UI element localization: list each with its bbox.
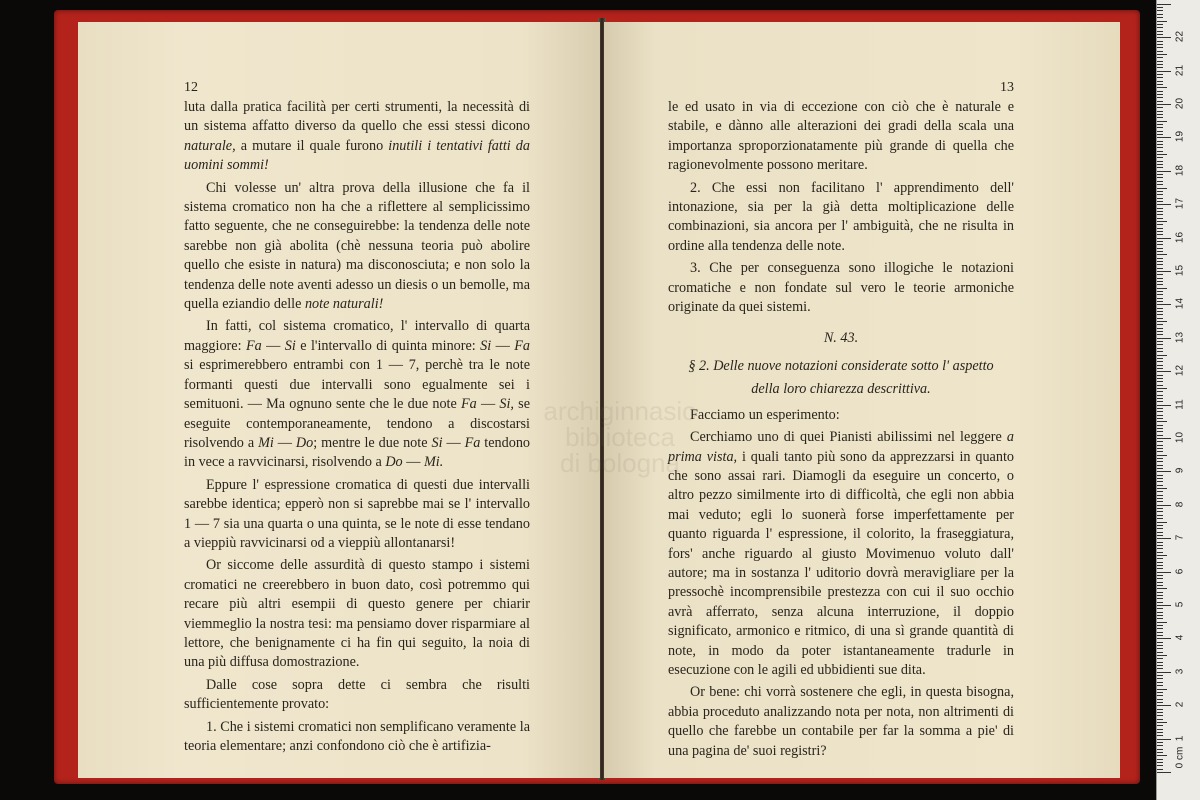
ruler-tick [1157,759,1163,760]
ruler-tick [1157,378,1163,379]
ruler-tick [1157,154,1167,155]
ruler-tick [1157,628,1163,629]
ruler-tick [1157,288,1167,289]
ruler-tick [1157,107,1163,108]
ruler-tick [1157,324,1163,325]
ruler-tick [1157,642,1163,643]
ruler-tick [1157,194,1163,195]
ruler-unit-label: 0 cm [1174,746,1186,769]
ruler-tick [1157,545,1163,546]
ruler-tick [1157,682,1163,683]
ruler-tick [1157,719,1163,720]
ruler-tick [1157,568,1163,569]
ruler-tick [1157,244,1163,245]
ruler-tick [1157,134,1163,135]
ruler-tick [1157,261,1163,262]
ruler-tick [1157,652,1163,653]
ruler-label: 6 [1174,568,1186,574]
ruler-tick [1157,241,1163,242]
ruler-tick [1157,582,1163,583]
ruler-tick [1157,238,1171,239]
left-paragraph: Chi volesse un' altra prova della illusione che fa il sistema cromatico non ha che a riflettere al semplicissimo fatto seguente, che ne conseguirebbe: la tendenza delle note sarebbe non già abolita (chè nessuna teoria può abolire quello che esiste in natura) ma disconosciuta; e non solo la tendenza delle note aventi adesso un diesis o un bemolle, ma quella eziandio delle note naturali! [184,179,530,313]
ruler-tick [1157,431,1163,432]
ruler-tick [1157,311,1163,312]
ruler-tick [1157,608,1163,609]
ruler-tick [1157,511,1163,512]
ruler-tick [1157,515,1163,516]
right-paragraphs-before [668,98,1014,317]
ruler-tick [1157,141,1163,142]
ruler-tick [1157,742,1163,743]
ruler-tick [1157,411,1163,412]
ruler-tick [1157,538,1171,539]
ruler-tick [1157,331,1163,332]
ruler-tick [1157,475,1163,476]
left-paragraph: In fatti, col sistema cromatico, l' intervallo di quarta maggiore: Fa — Si e l'intervallo di quinta minore: Si — Fa si esprimerebbero entrambi con 1 — 7, perchè tra le note formanti questi due intervalli sono egualmente sei i semituoni. — Ma ognuno sente che le due note Fa — Si, se eseguite contemporaneamente, tendono a discostarsi risolvendo a Mi — Do; mentre le due note Si — Fa tendono in vece a ravvicinarsi, risolvendo a Do — Mi. [184,318,531,471]
ruler-tick [1157,218,1163,219]
ruler-tick [1157,164,1163,165]
ruler-tick [1157,598,1163,599]
ruler-tick [1157,401,1163,402]
ruler-tick [1157,421,1167,422]
ruler-label: 4 [1174,635,1186,641]
ruler-tick [1157,488,1167,489]
ruler-tick [1157,355,1167,356]
ruler-tick [1157,117,1163,118]
ruler-tick [1157,385,1163,386]
ruler-tick [1157,625,1163,626]
ruler-tick [1157,375,1163,376]
ruler-label: 12 [1174,365,1186,377]
ruler-tick [1157,51,1163,52]
ruler-tick [1157,535,1163,536]
ruler-tick [1157,732,1163,733]
right-paragraph: Facciamo un esperimento: [690,406,840,423]
ruler-tick [1157,692,1163,693]
ruler-tick [1157,715,1163,716]
ruler-tick [1157,505,1171,506]
ruler-tick [1157,44,1163,45]
ruler-tick [1157,314,1163,315]
ruler-tick [1157,528,1163,529]
ruler-label: 16 [1174,231,1186,243]
ruler-tick [1157,468,1163,469]
ruler-tick [1157,104,1171,105]
ruler-tick [1157,632,1163,633]
ruler-tick [1157,131,1163,132]
ruler-tick [1157,445,1163,446]
ruler-tick [1157,171,1171,172]
ruler-tick [1157,124,1163,125]
ruler-label: 2 [1174,701,1186,708]
ruler-tick [1157,618,1163,619]
ruler-tick [1157,254,1167,255]
ruler-label: 3 [1174,668,1186,675]
ruler-tick [1157,121,1167,122]
ruler-tick [1157,471,1171,472]
ruler-tick [1157,525,1163,526]
left-paragraph: luta dalla pratica facilità per certi strumenti, la necessità di un sistema affatto diverso da quello che essi stessi dicono naturale, a mutare il quale furono inutili i tentativi fatti da uomini sommi! [184,99,530,174]
ruler-tick [1157,662,1163,663]
ruler-tick [1157,772,1171,773]
ruler-label: 5 [1174,601,1186,608]
ruler-tick [1157,702,1163,703]
ruler-tick [1157,41,1163,42]
ruler-tick [1157,695,1163,696]
ruler-tick [1157,177,1163,178]
ruler-tick [1157,405,1171,406]
ruler-tick [1157,10,1163,11]
ruler-tick [1157,271,1171,272]
ruler-tick [1157,705,1171,706]
ruler-tick [1157,395,1163,396]
ruler-tick [1157,211,1163,212]
ruler-label: 18 [1174,164,1186,176]
ruler-label: 10 [1174,431,1186,444]
right-paragraph: Or bene: chi vorrà sostenere che egli, in questa bisogna, abbia proceduto analizzando nota per nota, non altrimenti di quello che farebbe un contabile per far la somma a pie' di una pagina de' suoi registri? [668,684,1014,759]
right-paragraph: 2. Che essi non facilitano l' apprendimento dell' intonazione, sia per la già detta moltiplicazione delle combinazioni, sia ancora per l' ambiguità, che ne risulta in ordine alla tendenza delle note. [668,179,1014,254]
ruler-tick [1157,712,1163,713]
ruler-tick [1157,304,1171,305]
left-paragraph: Dalle cose sopra dette ci sembra che risulti sufficientemente provato: [184,676,530,713]
ruler-tick [1157,34,1163,35]
ruler-tick [1157,147,1163,148]
ruler-tick [1157,672,1171,673]
ruler-tick [1157,578,1163,579]
ruler-tick [1157,144,1163,145]
ruler-tick [1157,428,1163,429]
ruler-tick [1157,518,1163,519]
ruler-tick [1157,294,1163,295]
ruler-tick [1157,562,1163,563]
ruler-label: 11 [1174,398,1186,410]
ruler-tick [1157,441,1163,442]
ruler-tick [1157,87,1167,88]
ruler-tick [1157,258,1163,259]
ruler-tick [1157,344,1163,345]
ruler-tick [1157,391,1163,392]
ruler-tick [1157,465,1163,466]
left-page [78,22,600,778]
ruler-tick [1157,481,1163,482]
ruler-tick [1157,588,1167,589]
ruler-tick [1157,622,1167,623]
ruler-tick [1157,151,1163,152]
ruler-tick [1157,749,1163,750]
ruler-tick [1157,745,1163,746]
ruler-tick [1157,67,1163,68]
ruler-label: 1 [1174,735,1186,741]
ruler-tick [1157,498,1163,499]
left-page-number: 12 [184,80,198,95]
ruler-tick [1157,57,1163,58]
ruler-tick [1157,491,1163,492]
ruler-tick [1157,4,1171,5]
ruler-tick [1157,575,1163,576]
ruler-tick [1157,658,1163,659]
ruler-tick [1157,231,1163,232]
ruler-tick [1157,291,1163,292]
ruler-label: 9 [1174,468,1186,474]
ruler-tick [1157,7,1163,8]
ruler-tick [1157,722,1167,723]
ruler-tick [1157,328,1163,329]
ruler-tick [1157,198,1163,199]
ruler-tick [1157,301,1163,302]
ruler-tick [1157,234,1163,235]
right-page-number: 13 [1000,80,1014,95]
ruler-tick [1157,174,1163,175]
ruler-tick [1157,157,1163,158]
ruler-label: 15 [1174,264,1186,277]
right-paragraph: 3. Che per conseguenza sono illogiche le notazioni cromatiche e non fondate sul vero le teorie armoniche originate da quei sistemi. [668,260,1014,316]
ruler-tick [1157,769,1163,770]
ruler-tick [1157,368,1163,369]
ruler-tick [1157,739,1171,740]
ruler-tick [1157,435,1163,436]
right-page [604,22,1120,778]
ruler-tick [1157,602,1163,603]
ruler-tick [1157,638,1171,639]
ruler-label: 20 [1174,97,1186,110]
ruler-tick [1157,201,1163,202]
ruler-tick [1157,729,1163,730]
ruler-tick [1157,264,1163,265]
ruler-tick [1157,27,1163,28]
ruler-tick [1157,665,1163,666]
ruler-tick [1157,191,1163,192]
ruler-tick [1157,47,1163,48]
ruler-tick [1157,167,1163,168]
left-paragraph: Or siccome delle assurdità di questo stampo i sistemi cromatici ne creerebbero in buon dato, così potremmo qui recare più altri esempii di questo genere per chiarir viemmeglio la nostra tesi: ma pensiamo dover risparmiare al lettore, che benignamente ci ha fin qui seguito, la noia di una più diffusa domostrazione. [184,557,530,671]
ruler-tick [1157,461,1163,462]
ruler-tick [1157,111,1163,112]
ruler-tick [1157,181,1163,182]
ruler-tick [1157,21,1167,22]
ruler-tick [1157,752,1163,753]
ruler-tick [1157,14,1163,15]
ruler-tick [1157,678,1163,679]
ruler-tick [1157,755,1167,756]
ruler-tick [1157,81,1163,82]
ruler-tick [1157,221,1167,222]
ruler-tick [1157,558,1163,559]
ruler-tick [1157,542,1163,543]
right-page-text [668,98,1014,764]
ruler-tick [1157,24,1163,25]
ruler-tick [1157,548,1163,549]
ruler-tick [1157,388,1167,389]
ruler-tick [1157,415,1163,416]
ruler-label: 19 [1174,131,1186,143]
ruler-tick [1157,478,1163,479]
ruler-tick [1157,552,1163,553]
ruler-tick [1157,37,1171,38]
ruler-tick [1157,17,1163,18]
ruler-tick [1157,214,1163,215]
ruler-tick [1157,31,1163,32]
ruler-tick [1157,565,1163,566]
ruler-tick [1157,338,1171,339]
ruler-tick [1157,358,1163,359]
ruler-tick [1157,77,1163,78]
section-number: N. 43. [823,330,859,347]
ruler-tick [1157,127,1163,128]
measurement-ruler [1156,0,1200,800]
ruler-tick [1157,274,1163,275]
ruler-label: 13 [1174,331,1186,343]
ruler-tick [1157,685,1163,686]
ruler-tick [1157,585,1163,586]
ruler-tick [1157,204,1171,205]
ruler-tick [1157,485,1163,486]
ruler-tick [1157,458,1163,459]
left-page-text [184,98,530,759]
ruler-tick [1157,188,1167,189]
ruler-label: 17 [1174,198,1186,210]
ruler-tick [1157,448,1163,449]
ruler-tick [1157,71,1171,72]
ruler-tick [1157,572,1171,573]
section-title-line2: della loro chiarezza descrittiva. [751,381,931,398]
ruler-tick [1157,334,1163,335]
ruler-tick [1157,284,1163,285]
ruler-tick [1157,208,1163,209]
ruler-tick [1157,318,1163,319]
ruler-tick [1157,645,1163,646]
ruler-tick [1157,248,1163,249]
ruler-tick [1157,762,1163,763]
ruler-tick [1157,605,1171,606]
ruler-tick [1157,725,1163,726]
ruler-tick [1157,668,1163,669]
ruler-tick [1157,455,1167,456]
right-paragraph: Cerchiamo uno di quei Pianisti abilissimi nel leggere a prima vista, i quali tanto più sono da apprezzarsi in quanto che sono assai rari. Diamogli da eseguire un concerto, o altro pezzo similmente irto di difficoltà, che egli non abbia mai veduto; egli lo suonerà forse imperfettamente per quanto riguarda l' espressione, il colorito, la fraseggiatura, fors' anche riguardo al giusto Movimenuo voluto dall' autore; ma in sostanza l' uditorio dovrà meravigliare per la pressochè incomprensibile prestezza con cui il suo occhio avrà afferrato, senza alcuna interruzione, il doppio significato, armonico e ritmico, di una sì grande quantità di note, in modo da poter istantaneamente tradurle in esecuzione con le agili ed ubbidienti sue dita. [668,429,1014,678]
ruler-tick [1157,765,1163,766]
ruler-label: 21 [1174,64,1186,76]
ruler-tick [1157,114,1163,115]
ruler-tick [1157,451,1163,452]
ruler-tick [1157,94,1163,95]
left-paragraph: 1. Che i sistemi cromatici non semplificano veramente la teoria elementare; anzi confondono ciò che è artifizia- [184,718,530,754]
ruler-tick [1157,61,1163,62]
ruler-tick [1157,592,1163,593]
ruler-tick [1157,495,1163,496]
ruler-tick [1157,612,1163,613]
section-title-line1: § 2. Delle nuove notazioni considerate sotto l' aspetto [688,357,994,374]
ruler-tick [1157,635,1163,636]
ruler-tick [1157,184,1163,185]
ruler-tick [1157,522,1167,523]
ruler-tick [1157,398,1163,399]
ruler-tick [1157,532,1163,533]
ruler-tick [1157,228,1163,229]
left-paragraph: Eppure l' espressione cromatica di questi due intervalli sarebbe identica; epperò non si saprebbe mai se l' intervallo 1 — 7 sia una quarta o una quinta, se le note di esse tendano a vieppiù ravvicinarsi od a vieppiù allontanarsi! [184,476,530,551]
ruler-tick [1157,689,1167,690]
ruler-tick [1157,348,1163,349]
right-paragraphs-after [668,406,1014,761]
ruler-tick [1157,308,1163,309]
ruler-tick [1157,341,1163,342]
ruler-tick [1157,97,1163,98]
ruler-tick [1157,555,1167,556]
ruler-tick [1157,278,1163,279]
ruler-tick [1157,351,1163,352]
ruler-tick [1157,438,1171,439]
ruler-tick [1157,425,1163,426]
ruler-label: 7 [1174,534,1186,541]
ruler-label: 8 [1174,501,1186,508]
ruler-tick [1157,501,1163,502]
ruler-tick [1157,655,1167,656]
ruler-tick [1157,508,1163,509]
ruler-tick [1157,251,1163,252]
right-paragraph: le ed usato in via di eccezione con ciò che è naturale e stabile, e dànno alle alterazioni dei gradi della scala una importanza sproporzionatamente più grande di quella che ragionevolmente possono meritare. [668,99,1014,174]
ruler-tick [1157,615,1163,616]
ruler-tick [1157,365,1163,366]
ruler-tick [1157,595,1163,596]
ruler-tick [1157,54,1167,55]
ruler-tick [1157,675,1163,676]
ruler-tick [1157,298,1163,299]
ruler-tick [1157,408,1163,409]
ruler-tick [1157,268,1163,269]
ruler-tick [1157,381,1163,382]
ruler-tick [1157,735,1163,736]
ruler-tick [1157,361,1163,362]
ruler-tick [1157,418,1163,419]
ruler-tick [1157,224,1163,225]
ruler-tick [1157,709,1163,710]
ruler-tick [1157,74,1163,75]
ruler-tick [1157,161,1163,162]
ruler-tick [1157,648,1163,649]
ruler-tick [1157,84,1163,85]
ruler-tick [1157,64,1163,65]
ruler-tick [1157,321,1167,322]
ruler-label: 22 [1174,31,1186,43]
ruler-tick [1157,91,1163,92]
ruler-tick [1157,699,1163,700]
ruler-tick [1157,371,1171,372]
ruler-tick [1157,281,1163,282]
ruler-label: 14 [1174,298,1186,310]
ruler-tick [1157,101,1163,102]
ruler-tick [1157,137,1171,138]
